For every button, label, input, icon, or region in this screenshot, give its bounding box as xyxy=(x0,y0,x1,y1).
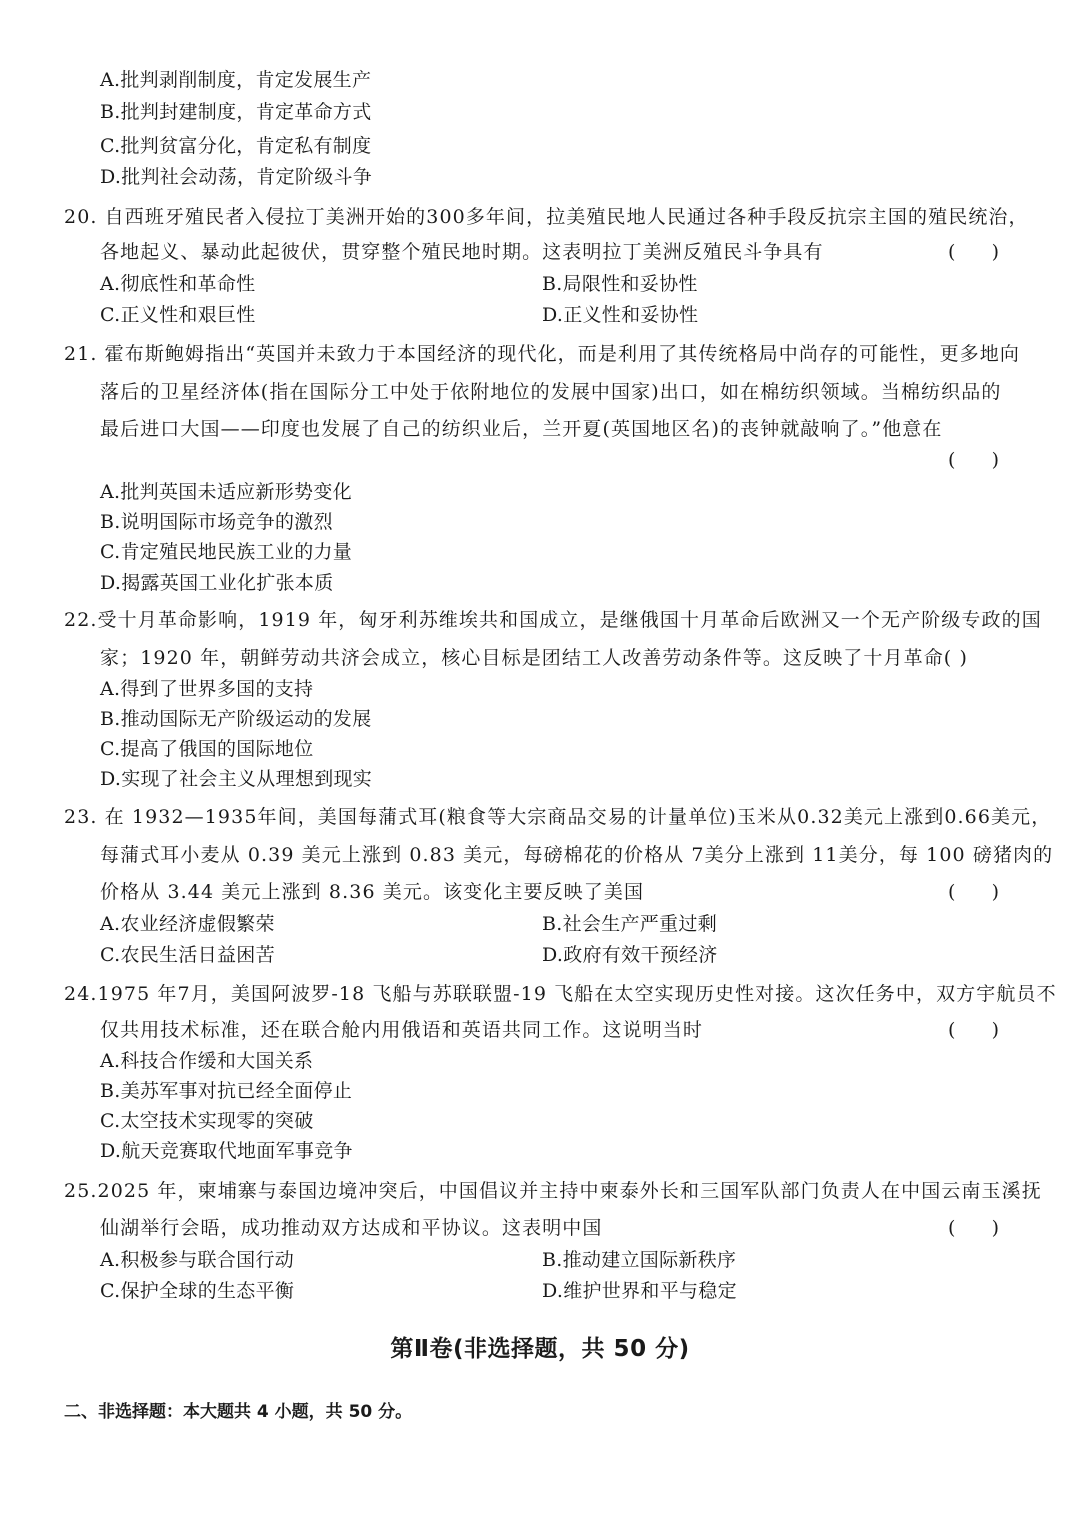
q24-option-a: A.科技合作缓和大国关系 xyxy=(100,1050,314,1072)
q19-option-c: C.批判贫富分化，肯定私有制度 xyxy=(100,135,372,157)
q20-option-c: C.正义性和艰巨性 xyxy=(100,304,256,326)
q22-stem-line-2: 家；1920 年，朝鲜劳动共济会成立，核心目标是团结工人改善劳动条件等。这反映了十月革命( ) xyxy=(100,647,968,669)
q22-option-b: B.推动国际无产阶级运动的发展 xyxy=(100,708,372,730)
q22-option-d: D.实现了社会主义从理想到现实 xyxy=(100,768,373,790)
part-two-heading: 二、非选择题：本大题共 4 小题，共 50 分。 xyxy=(64,1402,413,1422)
q25-stem-line-2: 仙湖举行会晤，成功推动双方达成和平协议。这表明中国 xyxy=(100,1217,603,1239)
q23-stem-line-1: 23. 在 1932—1935年间，美国每蒲式耳(粮食等大宗商品交易的计量单位)玉米从0.32美元上涨到0.66美元， xyxy=(64,806,1052,828)
q21-option-a: A.批判英国未适应新形势变化 xyxy=(100,481,352,503)
q21-stem-line-3: 最后进口大国——印度也发展了自己的纺织业后，兰开夏(英国地区名)的丧钟就敲响了。”他意在 xyxy=(100,418,943,440)
q21-option-b: B.说明国际市场竞争的激烈 xyxy=(100,511,333,533)
q25-option-d: D.维护世界和平与稳定 xyxy=(542,1280,737,1302)
q23-option-b: B.社会生产严重过剩 xyxy=(542,913,718,935)
q25-option-b: B.推动建立国际新秩序 xyxy=(542,1249,737,1271)
q21-option-d: D.揭露英国工业化扩张本质 xyxy=(100,572,334,594)
q25-option-c: C.保护全球的生态平衡 xyxy=(100,1280,295,1302)
q24-option-b: B.美苏军事对抗已经全面停止 xyxy=(100,1080,353,1102)
section-title: 第Ⅱ卷(非选择题，共 50 分) xyxy=(390,1336,690,1362)
q25-option-a: A.积极参与联合国行动 xyxy=(100,1249,295,1271)
q23-option-d: D.政府有效干预经济 xyxy=(542,944,718,966)
q21-stem-line-2: 落后的卫星经济体(指在国际分工中处于依附地位的发展中国家)出口，如在棉纺织领域。当棉纺织品的 xyxy=(100,381,1002,403)
q20-option-a: A.彻底性和革命性 xyxy=(100,273,256,295)
q25-stem-line-1: 25.2025 年，柬埔寨与泰国边境冲突后，中国倡议并主持中柬泰外长和三国军队部门负责人在中国云南玉溪抚 xyxy=(64,1180,1042,1202)
q20-stem-line-1: 20. 自西班牙殖民者入侵拉丁美洲开始的300多年间，拉美殖民地人民通过各种手段反抗宗主国的殖民统治， xyxy=(64,206,1029,228)
q20-stem-line-2: 各地起义、暴动此起彼伏，贯穿整个殖民地时期。这表明拉丁美洲反殖民斗争具有 xyxy=(100,241,824,263)
q23-stem-line-2: 每蒲式耳小麦从 0.39 美元上涨到 0.83 美元，每磅棉花的价格从 7美分上涨到 11美分，每 100 磅猪肉的 xyxy=(100,844,1054,866)
q23-answer-paren: ( ) xyxy=(948,881,1000,903)
q21-answer-paren: ( ) xyxy=(948,449,1000,471)
q24-option-d: D.航天竞赛取代地面军事竞争 xyxy=(100,1140,353,1162)
q19-option-a: A.批判剥削制度，肯定发展生产 xyxy=(100,69,372,91)
q23-option-a: A.农业经济虚假繁荣 xyxy=(100,913,275,935)
q19-option-b: B.批判封建制度，肯定革命方式 xyxy=(100,101,372,123)
q19-option-d: D.批判社会动荡，肯定阶级斗争 xyxy=(100,166,373,188)
q24-answer-paren: ( ) xyxy=(948,1019,1000,1041)
q21-stem-line-1: 21. 霍布斯鲍姆指出“英国并未致力于本国经济的现代化，而是利用了其传统格局中尚存的可能性，更多地向 xyxy=(64,343,1020,365)
q20-option-d: D.正义性和妥协性 xyxy=(542,304,699,326)
q23-stem-line-3: 价格从 3.44 美元上涨到 8.36 美元。该变化主要反映了美国 xyxy=(100,881,645,903)
q25-answer-paren: ( ) xyxy=(948,1217,1000,1239)
q22-option-c: C.提高了俄国的国际地位 xyxy=(100,738,314,760)
q24-option-c: C.太空技术实现零的突破 xyxy=(100,1110,314,1132)
q22-stem-line-1: 22.受十月革命影响，1919 年，匈牙利苏维埃共和国成立，是继俄国十月革命后欧洲又一个无产阶级专政的国 xyxy=(64,609,1042,631)
q20-answer-paren: ( ) xyxy=(948,241,1000,263)
q24-stem-line-1: 24.1975 年7月，美国阿波罗-18 飞船与苏联联盟-19 飞船在太空实现历史性对接。这次任务中，双方宇航员不 xyxy=(64,983,1057,1005)
q23-option-c: C.农民生活日益困苦 xyxy=(100,944,275,966)
q21-option-c: C.肯定殖民地民族工业的力量 xyxy=(100,541,353,563)
q24-stem-line-2: 仅共用技术标准，还在联合舱内用俄语和英语共同工作。这说明当时 xyxy=(100,1019,704,1041)
q22-option-a: A.得到了世界多国的支持 xyxy=(100,678,314,700)
q20-option-b: B.局限性和妥协性 xyxy=(542,273,698,295)
